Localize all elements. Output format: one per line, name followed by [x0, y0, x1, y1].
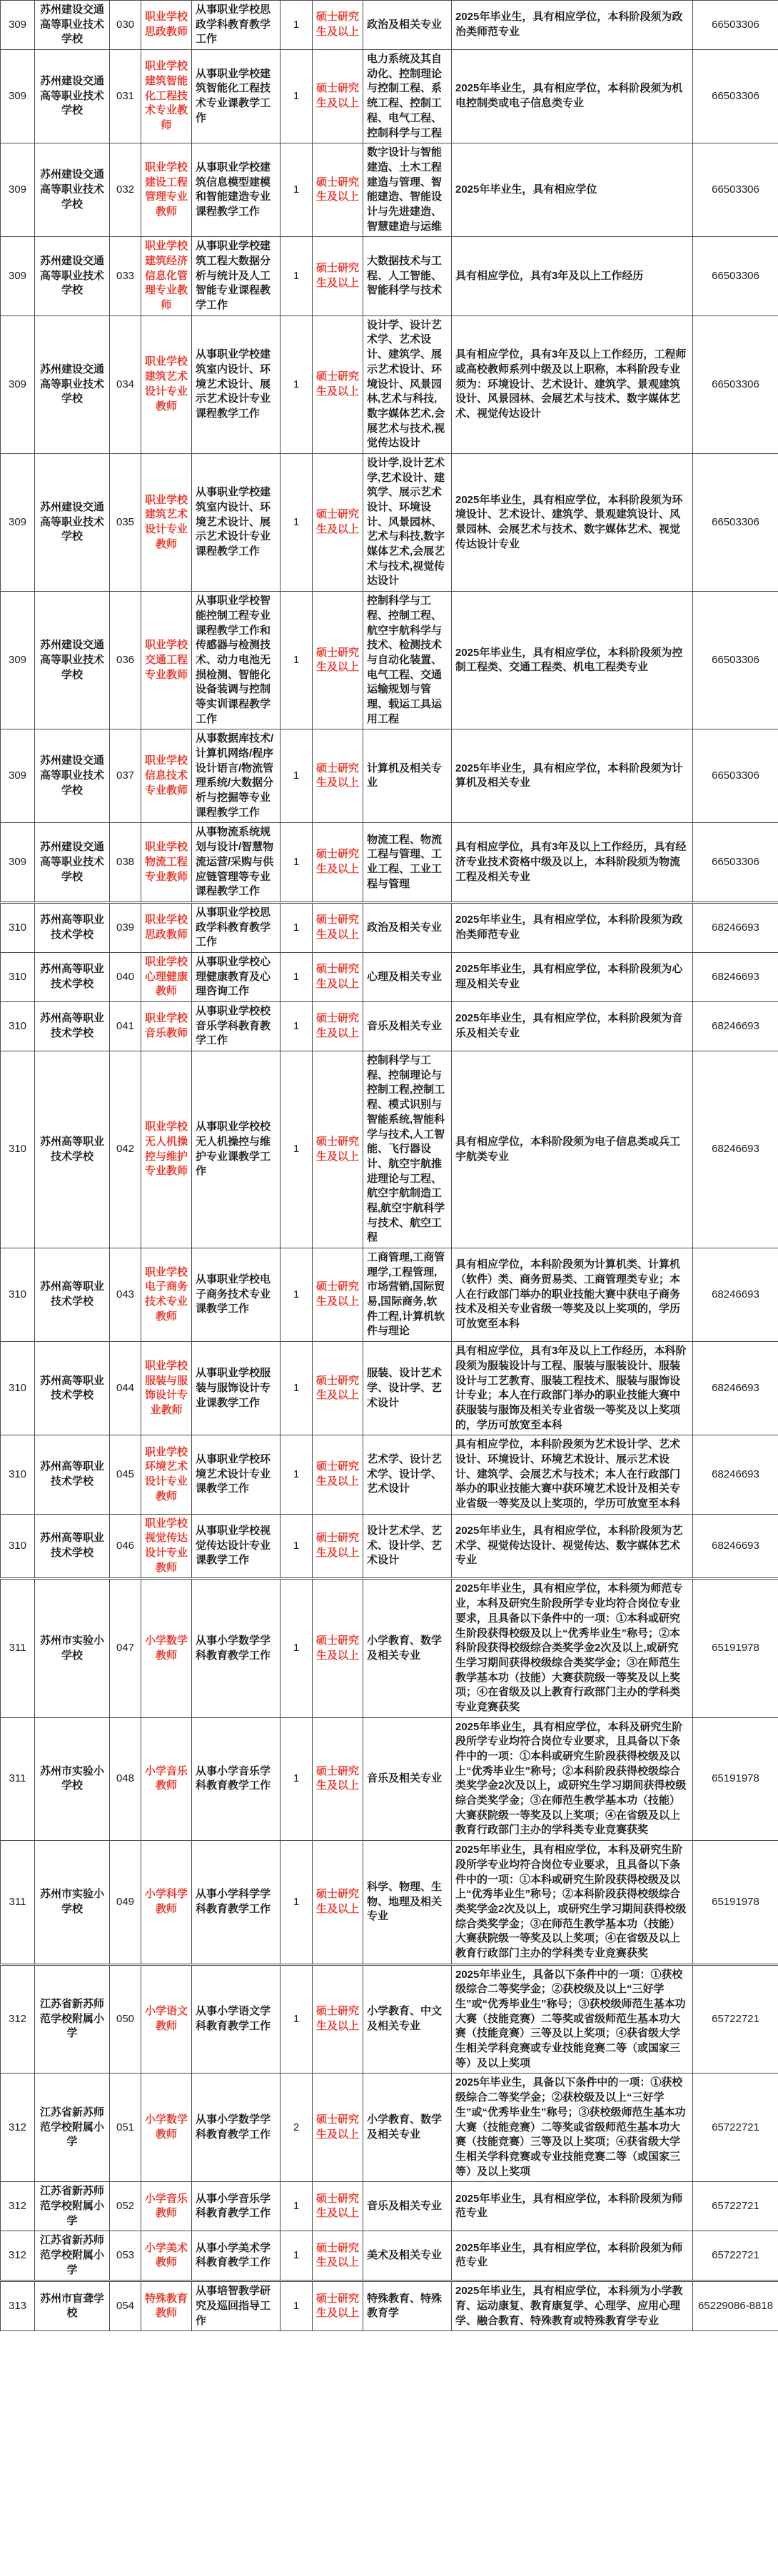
- contact-phone: 66503306: [693, 143, 778, 237]
- school-name: 苏州市实验小学校: [35, 1579, 110, 1717]
- contact-phone: 66503306: [693, 315, 778, 453]
- recruit-count: 1: [281, 2182, 313, 2231]
- position-code: 032: [110, 143, 141, 237]
- contact-phone: 66503306: [693, 1, 778, 50]
- job-duty: 从事职业学校校无人机操控与维护专业课教学工作: [192, 1051, 281, 1248]
- contact-phone: 65191978: [693, 1841, 778, 1965]
- other-requirement: 具有相应学位，具有3年及以上工作经历，本科阶段须为服装设计与工程、服装与服装设计、服装设计与工艺教育、服装工程技术、服装与服饰设计专业；本人在行政部门举办的职业技能大赛中获服装与服饰及相关专业省级一等奖及以上奖项的，学历可放宽至本科: [452, 1342, 693, 1435]
- position-title: 小学数学教师: [141, 2074, 192, 2182]
- education-requirement: 硕士研究生及以上: [313, 237, 363, 315]
- table-row: [1, 1435, 778, 1514]
- other-requirement: 2025年毕业生，具有相应学位，本科阶段须为师范专业: [452, 2182, 693, 2231]
- recruit-count: 1: [281, 453, 313, 591]
- other-requirement: 2025年毕业生，具有相应学位，本科阶段须为艺术学、视觉传达设计、视觉传达、数字媒体艺术专业: [452, 1514, 693, 1579]
- major-requirement: 音乐及相关专业: [363, 1717, 452, 1841]
- school-name: 苏州市实验小学校: [35, 1841, 110, 1965]
- school-name: 苏州建设交通高等职业技术学校: [35, 823, 110, 902]
- major-requirement: 工商管理,工商管理学,工程管理,市场营销,国际贸易,国际商务,软件工程,计算机软件与理论: [363, 1248, 452, 1342]
- serial-number: 312: [1, 1964, 35, 2074]
- other-requirement: 具有相应学位，具有3年及以上工作经历，工程师或高校教师系列中级及以上职称，本科阶段专业须为：环境设计、艺术设计、建筑学、景观建筑设计、风景园林、会展艺术与技术、数字媒体艺术、视觉传达设计: [452, 315, 693, 453]
- serial-number: 313: [1, 2281, 35, 2331]
- job-table-body: [1, 1, 778, 2331]
- job-duty: 从事小学音乐学科教育教学工作: [192, 1717, 281, 1841]
- position-title: 职业学校建筑经济信息化管理专业教师: [141, 237, 192, 315]
- major-requirement: 小学教育、数学及相关专业: [363, 2074, 452, 2182]
- table-row: [1, 2231, 778, 2281]
- position-code: 053: [110, 2231, 141, 2281]
- major-requirement: 小学教育、数学及相关专业: [363, 1579, 452, 1717]
- school-name: 苏州建设交通高等职业技术学校: [35, 143, 110, 237]
- contact-phone: 65191978: [693, 1717, 778, 1841]
- other-requirement: 2025年毕业生，具有相应学位，本科阶段须为师范专业: [452, 2231, 693, 2281]
- education-requirement: 硕士研究生及以上: [313, 50, 363, 143]
- recruit-count: 1: [281, 729, 313, 823]
- position-code: 054: [110, 2281, 141, 2331]
- contact-phone: 68246693: [693, 902, 778, 952]
- major-requirement: 政治及相关专业: [363, 1, 452, 50]
- education-requirement: 硕士研究生及以上: [313, 315, 363, 453]
- education-requirement: 硕士研究生及以上: [313, 1964, 363, 2074]
- serial-number: 309: [1, 50, 35, 143]
- serial-number: 309: [1, 729, 35, 823]
- position-code: 035: [110, 453, 141, 591]
- job-duty: 从事小学美术学科教育教学工作: [192, 2231, 281, 2281]
- major-requirement: 服装、设计艺术学、设计学、艺术设计: [363, 1342, 452, 1435]
- education-requirement: 硕士研究生及以上: [313, 952, 363, 1001]
- table-row: [1, 1, 778, 50]
- table-row: [1, 1002, 778, 1051]
- other-requirement: 具有相应学位，本科阶段须为电子信息类或兵工宇航类专业: [452, 1051, 693, 1248]
- school-name: 江苏省新苏师范学校附属小学: [35, 2074, 110, 2182]
- job-duty: 从事职业学校电子商务技术专业课教学工作: [192, 1248, 281, 1342]
- contact-phone: 66503306: [693, 729, 778, 823]
- position-title: 职业学校建筑艺术设计专业教师: [141, 453, 192, 591]
- serial-number: 310: [1, 1435, 35, 1514]
- other-requirement: 2025年毕业生，具有相应学位，本科及研究生阶段所学专业均符合岗位专业要求，且具备以下条件中的一项：①本科或研究生阶段获得校级及以上“优秀毕业生”称号；②本科阶段获得校级综合类奖学金2次及以上，或研究生学习期间获得校级综合类奖学金；③在师范生教学基本功（技能）大赛获院级一等奖及以上奖项；④在省级及以上教育行政部门主办的学科类专业竞赛获奖: [452, 1841, 693, 1965]
- position-code: 039: [110, 902, 141, 952]
- major-requirement: 科学、物理、生物、地理及相关专业: [363, 1841, 452, 1965]
- school-name: 苏州市实验小学校: [35, 1717, 110, 1841]
- school-name: 苏州高等职业技术学校: [35, 1248, 110, 1342]
- job-duty: 从事小学数学学科教育教学工作: [192, 1579, 281, 1717]
- position-code: 040: [110, 952, 141, 1001]
- other-requirement: 2025年毕业生，具有相应学位，本科阶段须为政治类师范专业: [452, 1, 693, 50]
- school-name: 江苏省新苏师范学校附属小学: [35, 1964, 110, 2074]
- table-row: [1, 2182, 778, 2231]
- school-name: 苏州高等职业技术学校: [35, 952, 110, 1001]
- contact-phone: 68246693: [693, 1514, 778, 1579]
- recruit-count: 1: [281, 2281, 313, 2331]
- other-requirement: 2025年毕业生，具有相应学位，本科阶段须为计算机及相关专业: [452, 729, 693, 823]
- education-requirement: 硕士研究生及以上: [313, 1717, 363, 1841]
- major-requirement: 音乐及相关专业: [363, 2182, 452, 2231]
- education-requirement: 硕士研究生及以上: [313, 1051, 363, 1248]
- job-duty: 从事小学语文学科教育教学工作: [192, 1964, 281, 2074]
- table-row: [1, 50, 778, 143]
- contact-phone: 68246693: [693, 1435, 778, 1514]
- position-title: 职业学校建筑智能化工程技术专业教师: [141, 50, 192, 143]
- education-requirement: 硕士研究生及以上: [313, 1514, 363, 1579]
- other-requirement: 2025年毕业生，具备以下条件中的一项：①获校级综合二等奖学金；②获校级及以上“三好学生”或“优秀毕业生”称号；③获校级师范生基本功大赛（技能竞赛）二等奖或省级师范生基本功大赛（技能竞赛）三等及以上奖项；④获省级大学生相关学科竞赛或专业技能竞赛二等（或国家三等）及以上奖项: [452, 1964, 693, 2074]
- serial-number: 311: [1, 1717, 35, 1841]
- recruit-count: 1: [281, 1964, 313, 2074]
- education-requirement: 硕士研究生及以上: [313, 823, 363, 902]
- major-requirement: 音乐及相关专业: [363, 1002, 452, 1051]
- major-requirement: 计算机及相关专业: [363, 729, 452, 823]
- school-name: 苏州建设交通高等职业技术学校: [35, 729, 110, 823]
- position-title: 职业学校服装与服饰设计专业教师: [141, 1342, 192, 1435]
- school-name: 苏州建设交通高等职业技术学校: [35, 315, 110, 453]
- table-row: [1, 2074, 778, 2182]
- other-requirement: 具有相应学位，具有3年及以上工作经历，具有经济专业技术资格中级及以上，本科阶段须为物流工程及相关专业: [452, 823, 693, 902]
- contact-phone: 65191978: [693, 1579, 778, 1717]
- recruit-count: 1: [281, 952, 313, 1001]
- other-requirement: 2025年毕业生，具备以下条件中的一项：①获校级综合二等奖学金；②获校级及以上“三好学生”或“优秀毕业生”称号；③获校级师范生基本功大赛（技能竞赛）二等奖或省级师范生基本功大赛（技能竞赛）三等及以上奖项；④获省级大学生相关学科竞赛或专业技能竞赛二等（或国家三等）及以上奖项: [452, 2074, 693, 2182]
- table-row: [1, 592, 778, 729]
- position-code: 044: [110, 1342, 141, 1435]
- table-row: [1, 2281, 778, 2331]
- recruit-count: 1: [281, 1717, 313, 1841]
- job-duty: 从事职业学校环境艺术设计专业课教学工作: [192, 1435, 281, 1514]
- contact-phone: 66503306: [693, 453, 778, 591]
- contact-phone: 65722721: [693, 2182, 778, 2231]
- position-title: 职业学校建筑艺术设计专业教师: [141, 315, 192, 453]
- major-requirement: 艺术学、设计艺术学、设计学、艺术设计: [363, 1435, 452, 1514]
- job-duty: 从事职业学校建筑室内设计、环境艺术设计、展示艺术设计专业课程教学工作: [192, 453, 281, 591]
- position-title: 特殊教育教师: [141, 2281, 192, 2331]
- serial-number: 310: [1, 1248, 35, 1342]
- contact-phone: 66503306: [693, 237, 778, 315]
- table-row: [1, 1514, 778, 1579]
- position-title: 职业学校视觉传达设计专业教师: [141, 1514, 192, 1579]
- school-name: 苏州建设交通高等职业技术学校: [35, 592, 110, 729]
- serial-number: 309: [1, 592, 35, 729]
- job-duty: 从事小学科学学科教育教学工作: [192, 1841, 281, 1965]
- job-duty: 从事职业学校智能控制工程专业课程教学工作和传感器与检测技术、动力电池无损检测、智能化设备装调与控制等实训课程教学工作: [192, 592, 281, 729]
- table-row: [1, 1717, 778, 1841]
- position-title: 职业学校建设工程管理专业教师: [141, 143, 192, 237]
- position-code: 041: [110, 1002, 141, 1051]
- other-requirement: 2025年毕业生，具有相应学位，本科及研究生阶段所学专业均符合岗位专业要求，且具备以下条件中的一项：①本科或研究生阶段获得校级及以上“优秀毕业生”称号；②本科阶段获得校级综合类奖学金2次及以上，或研究生学习期间获得校级综合类奖学金；③在师范生教学基本功（技能）大赛获院级一等奖及以上奖项；④在省级及以上教育行政部门主办的学科类专业竞赛获奖: [452, 1717, 693, 1841]
- education-requirement: 硕士研究生及以上: [313, 453, 363, 591]
- recruit-count: 1: [281, 902, 313, 952]
- school-name: 苏州高等职业技术学校: [35, 1342, 110, 1435]
- major-requirement: 设计学,设计艺术学,艺术设计、建筑学、展示艺术设计、环境设计、风景园林、艺术与科技,数字媒体艺术,会展艺术与技术,视觉传达设计: [363, 453, 452, 591]
- position-code: 042: [110, 1051, 141, 1248]
- education-requirement: 硕士研究生及以上: [313, 729, 363, 823]
- position-code: 048: [110, 1717, 141, 1841]
- contact-phone: 65722721: [693, 2231, 778, 2281]
- position-title: 小学美术教师: [141, 2231, 192, 2281]
- serial-number: 309: [1, 453, 35, 591]
- table-row: [1, 823, 778, 902]
- recruit-count: 1: [281, 1, 313, 50]
- other-requirement: 2025年毕业生，具有相应学位，本科阶段须为机电控制类或电子信息类专业: [452, 50, 693, 143]
- education-requirement: 硕士研究生及以上: [313, 592, 363, 729]
- job-duty: 从事职业学校心理健康教育及心理咨询工作: [192, 952, 281, 1001]
- position-title: 职业学校思政教师: [141, 902, 192, 952]
- serial-number: 310: [1, 1002, 35, 1051]
- recruit-count: 1: [281, 1841, 313, 1965]
- serial-number: 312: [1, 2182, 35, 2231]
- position-code: 052: [110, 2182, 141, 2231]
- major-requirement: 政治及相关专业: [363, 902, 452, 952]
- position-code: 037: [110, 729, 141, 823]
- other-requirement: 2025年毕业生，具有相应学位，本科阶段须为音乐及相关专业: [452, 1002, 693, 1051]
- school-name: 苏州高等职业技术学校: [35, 1051, 110, 1248]
- school-name: 苏州建设交通高等职业技术学校: [35, 1, 110, 50]
- job-duty: 从事职业学校校音乐学科教育教学工作: [192, 1002, 281, 1051]
- position-code: 050: [110, 1964, 141, 2074]
- job-duty: 从事职业学校服装与服饰设计专业课教学工作: [192, 1342, 281, 1435]
- position-title: 职业学校交通工程专业教师: [141, 592, 192, 729]
- serial-number: 309: [1, 143, 35, 237]
- recruit-count: 1: [281, 1342, 313, 1435]
- job-duty: 从事小学数学学科教育教学工作: [192, 2074, 281, 2182]
- other-requirement: 具有相应学位，本科阶段须为计算机类、计算机（软件）类、商务贸易类、工商管理类专业；本人在行政部门举办的职业技能大赛中获电子商务技术及相关专业省级一等奖及以上奖项的，学历可放宽至本科: [452, 1248, 693, 1342]
- contact-phone: 68246693: [693, 1002, 778, 1051]
- job-duty: 从事职业学校建筑室内设计、环境艺术设计、展示艺术设计专业课程教学工作: [192, 315, 281, 453]
- position-code: 046: [110, 1514, 141, 1579]
- job-duty: 从事职业学校建筑工程大数据分析与统计及人工智能专业课程教学工作: [192, 237, 281, 315]
- position-code: 043: [110, 1248, 141, 1342]
- position-title: 职业学校信息技术专业教师: [141, 729, 192, 823]
- contact-phone: 66503306: [693, 50, 778, 143]
- major-requirement: 数字设计与智能建造、土木工程建造与管理、智能建造、智能设计与先进建造、智慧建造与运维: [363, 143, 452, 237]
- position-title: 职业学校心理健康教师: [141, 952, 192, 1001]
- serial-number: 310: [1, 952, 35, 1001]
- education-requirement: 硕士研究生及以上: [313, 1435, 363, 1514]
- serial-number: 311: [1, 1841, 35, 1965]
- contact-phone: 68246693: [693, 1051, 778, 1248]
- serial-number: 310: [1, 1514, 35, 1579]
- serial-number: 309: [1, 823, 35, 902]
- job-duty: 从事职业学校视觉传达设计专业课教学工作: [192, 1514, 281, 1579]
- job-duty: 从事小学音乐学科教育教学工作: [192, 2182, 281, 2231]
- job-duty: 从事数据库技术/计算机网络/程序设计语言/物流管理系统/大数据分析与挖掘等专业课程教学工作: [192, 729, 281, 823]
- other-requirement: 2025年毕业生，具有相应学位: [452, 143, 693, 237]
- position-title: 小学音乐教师: [141, 1717, 192, 1841]
- school-name: 苏州市盲聋学校: [35, 2281, 110, 2331]
- education-requirement: 硕士研究生及以上: [313, 1002, 363, 1051]
- contact-phone: 68246693: [693, 952, 778, 1001]
- table-row: [1, 237, 778, 315]
- serial-number: 310: [1, 1342, 35, 1435]
- position-code: 034: [110, 315, 141, 453]
- job-duty: 从事职业学校建筑信息模型建模和智能建造专业课程教学工作: [192, 143, 281, 237]
- school-name: 江苏省新苏师范学校附属小学: [35, 2231, 110, 2281]
- major-requirement: 心理及相关专业: [363, 952, 452, 1001]
- recruit-count: 1: [281, 143, 313, 237]
- table-row: [1, 1051, 778, 1248]
- recruit-count: 1: [281, 1514, 313, 1579]
- position-code: 049: [110, 1841, 141, 1965]
- position-title: 小学数学教师: [141, 1579, 192, 1717]
- table-row: [1, 143, 778, 237]
- other-requirement: 2025年毕业生，具有相应学位，本科须为师范专业，本科及研究生阶段所学专业均符合岗位专业要求，且具备以下条件中的一项：①本科或研究生阶段获得校级及以上“优秀毕业生”称号；②本科阶段获得校级综合类奖学金2次及以上,或研究生学习期间获得校级综合类奖学金；③在师范生教学基本功（技能）大赛获院级一等奖及以上奖项；④在省级及以上教育行政部门主办的学科类专业竞赛获奖: [452, 1579, 693, 1717]
- school-name: 苏州建设交通高等职业技术学校: [35, 453, 110, 591]
- education-requirement: 硕士研究生及以上: [313, 902, 363, 952]
- serial-number: 312: [1, 2074, 35, 2182]
- school-name: 苏州高等职业技术学校: [35, 1514, 110, 1579]
- contact-phone: 65229086-8818: [693, 2281, 778, 2331]
- other-requirement: 2025年毕业生，具有相应学位，本科阶段须为心理及相关专业: [452, 952, 693, 1001]
- job-duty: 从事培智教学研究及巡回指导工作: [192, 2281, 281, 2331]
- job-duty: 从事职业学校思政学科教育教学工作: [192, 902, 281, 952]
- position-title: 职业学校思政教师: [141, 1, 192, 50]
- position-code: 038: [110, 823, 141, 902]
- contact-phone: 68246693: [693, 1248, 778, 1342]
- serial-number: 309: [1, 315, 35, 453]
- school-name: 苏州高等职业技术学校: [35, 1002, 110, 1051]
- other-requirement: 2025年毕业生，具有相应学位，本科阶段须为控制工程类、交通工程类、机电工程类专业: [452, 592, 693, 729]
- job-duty: 从事职业学校思政学科教育教学工作: [192, 1, 281, 50]
- position-code: 033: [110, 237, 141, 315]
- position-title: 职业学校电子商务技术专业教师: [141, 1248, 192, 1342]
- school-name: 江苏省新苏师范学校附属小学: [35, 2182, 110, 2231]
- major-requirement: 大数据技术与工程、人工智能、智能科学与技术: [363, 237, 452, 315]
- contact-phone: 68246693: [693, 1342, 778, 1435]
- contact-phone: 66503306: [693, 823, 778, 902]
- table-row: [1, 1964, 778, 2074]
- education-requirement: 硕士研究生及以上: [313, 2182, 363, 2231]
- contact-phone: 65722721: [693, 2074, 778, 2182]
- serial-number: 310: [1, 902, 35, 952]
- position-code: 030: [110, 1, 141, 50]
- major-requirement: 特殊教育、特殊教育学: [363, 2281, 452, 2331]
- job-duty: 从事物流系统规划与设计/智慧物流运营/采购与供应链管理等专业课程教学工作: [192, 823, 281, 902]
- table-row: [1, 1248, 778, 1342]
- recruit-count: 1: [281, 1002, 313, 1051]
- position-title: 职业学校音乐教师: [141, 1002, 192, 1051]
- position-title: 小学科学教师: [141, 1841, 192, 1965]
- other-requirement: 2025年毕业生，具有相应学位，本科须为小学教育、运动康复、教育康复学、心理学、应用心理学、融合教育、特殊教育或特殊教育学专业: [452, 2281, 693, 2331]
- recruit-count: 1: [281, 1435, 313, 1514]
- school-name: 苏州建设交通高等职业技术学校: [35, 237, 110, 315]
- major-requirement: 美术及相关专业: [363, 2231, 452, 2281]
- recruit-count: 1: [281, 50, 313, 143]
- job-duty: 从事职业学校建筑智能化工程技术专业课教学工作: [192, 50, 281, 143]
- education-requirement: 硕士研究生及以上: [313, 1579, 363, 1717]
- position-title: 小学语文教师: [141, 1964, 192, 2074]
- table-row: [1, 315, 778, 453]
- education-requirement: 硕士研究生及以上: [313, 1342, 363, 1435]
- major-requirement: 设计艺术学、艺术、设计学、艺术设计: [363, 1514, 452, 1579]
- major-requirement: 控制科学与工程、控制理论与控制工程,控制工程、模式识别与智能系统,智能科学与技术,人工智能、飞行器设计、航空宇航推进理论与工程、航空宇航制造工程,航空宇航科学与技术、航空工程: [363, 1051, 452, 1248]
- recruit-count: 1: [281, 1248, 313, 1342]
- position-code: 031: [110, 50, 141, 143]
- major-requirement: 控制科学与工程、控制工程、航空宇航科学与技术、检测技术与自动化装置、电气工程、交通运输规划与管理、载运工具运用工程: [363, 592, 452, 729]
- table-row: [1, 952, 778, 1001]
- contact-phone: 66503306: [693, 592, 778, 729]
- major-requirement: 设计学、设计艺术学、艺术设计、建筑学、展示艺术设计、环境设计、风景园林,艺术与科技,数字媒体艺术,会展艺术与技术,视觉传达设计: [363, 315, 452, 453]
- education-requirement: 硕士研究生及以上: [313, 1248, 363, 1342]
- position-code: 045: [110, 1435, 141, 1514]
- school-name: 苏州建设交通高等职业技术学校: [35, 50, 110, 143]
- education-requirement: 硕士研究生及以上: [313, 2281, 363, 2331]
- serial-number: 311: [1, 1579, 35, 1717]
- serial-number: 310: [1, 1051, 35, 1248]
- school-name: 苏州高等职业技术学校: [35, 902, 110, 952]
- major-requirement: 物流工程、物流工程与管理、工业工程、工业工程与管理: [363, 823, 452, 902]
- serial-number: 309: [1, 1, 35, 50]
- education-requirement: 硕士研究生及以上: [313, 1, 363, 50]
- education-requirement: 硕士研究生及以上: [313, 2231, 363, 2281]
- table-row: [1, 1342, 778, 1435]
- position-title: 小学音乐教师: [141, 2182, 192, 2231]
- recruit-count: 1: [281, 1579, 313, 1717]
- position-title: 职业学校环境艺术设计专业教师: [141, 1435, 192, 1514]
- major-requirement: 电力系统及其自动化、控制理论与控制工程、系统工程、控制工程、电气工程、控制科学与工程: [363, 50, 452, 143]
- table-row: [1, 902, 778, 952]
- education-requirement: 硕士研究生及以上: [313, 2074, 363, 2182]
- serial-number: 312: [1, 2231, 35, 2281]
- recruit-count: 2: [281, 2074, 313, 2182]
- recruit-count: 1: [281, 2231, 313, 2281]
- contact-phone: 65722721: [693, 1964, 778, 2074]
- other-requirement: 具有相应学位，具有3年及以上工作经历: [452, 237, 693, 315]
- position-code: 036: [110, 592, 141, 729]
- position-code: 047: [110, 1579, 141, 1717]
- position-code: 051: [110, 2074, 141, 2182]
- table-row: [1, 1579, 778, 1717]
- recruit-count: 1: [281, 315, 313, 453]
- other-requirement: 具有相应学位，本科阶段须为艺术设计学、艺术设计、环境设计、环境艺术设计、展示艺术设计、建筑学、会展艺术与技术；本人在行政部门举办的职业技能大赛中获环境艺术设计及相关专业省级一等奖及以上奖项的，学历可放宽至本科: [452, 1435, 693, 1514]
- other-requirement: 2025年毕业生，具有相应学位，本科阶段须为环境设计、艺术设计、建筑学、景观建筑设计、风景园林、会展艺术与技术、数字媒体艺术、视觉传达设计专业: [452, 453, 693, 591]
- recruit-count: 1: [281, 592, 313, 729]
- major-requirement: 小学教育、中文及相关专业: [363, 1964, 452, 2074]
- education-requirement: 硕士研究生及以上: [313, 143, 363, 237]
- table-row: [1, 453, 778, 591]
- other-requirement: 2025年毕业生，具有相应学位，本科阶段须为政治类师范专业: [452, 902, 693, 952]
- education-requirement: 硕士研究生及以上: [313, 1841, 363, 1965]
- position-title: 职业学校无人机操控与维护专业教师: [141, 1051, 192, 1248]
- table-row: [1, 729, 778, 823]
- position-title: 职业学校物流工程专业教师: [141, 823, 192, 902]
- table-row: [1, 1841, 778, 1965]
- serial-number: 309: [1, 237, 35, 315]
- recruit-count: 1: [281, 823, 313, 902]
- school-name: 苏州高等职业技术学校: [35, 1435, 110, 1514]
- recruit-count: 1: [281, 1051, 313, 1248]
- recruit-count: 1: [281, 237, 313, 315]
